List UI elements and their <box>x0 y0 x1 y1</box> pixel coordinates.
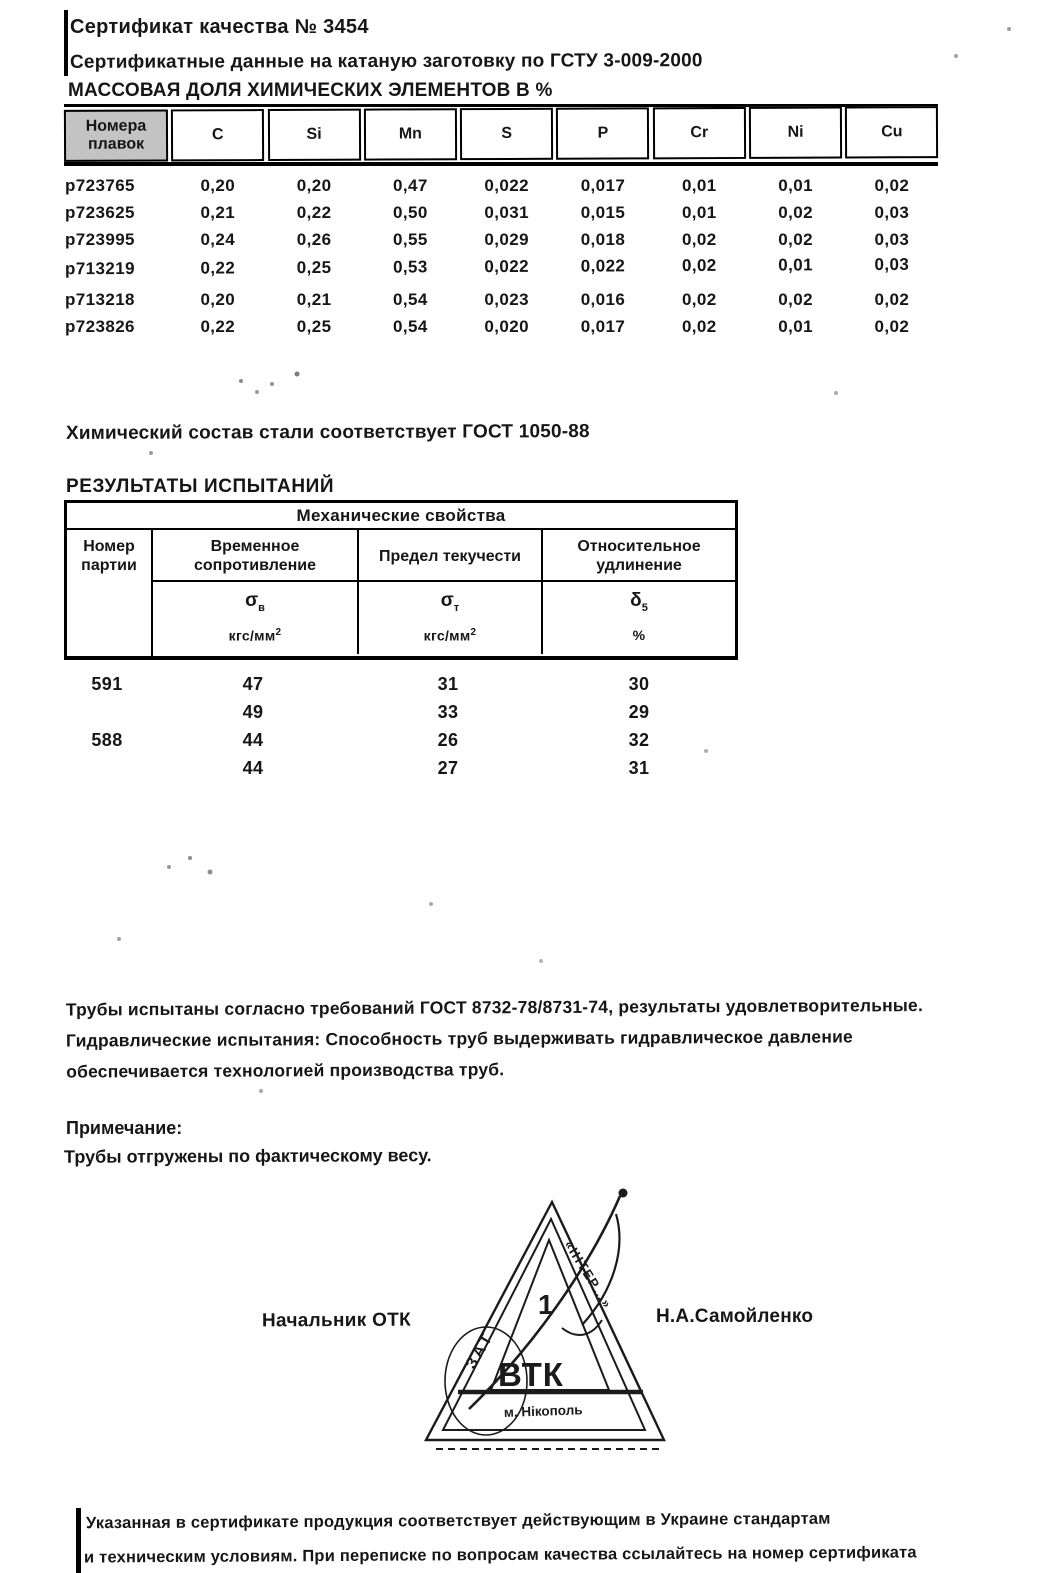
element-header-cu: Cu <box>845 106 938 158</box>
table-row <box>64 286 938 313</box>
chem-value: 0,22 <box>200 257 236 278</box>
chem-value: 0,25 <box>296 257 332 277</box>
batch-number: 588 <box>91 730 123 750</box>
qc-stamp <box>412 1178 680 1462</box>
chem-value: 0,022 <box>484 175 529 195</box>
test-results-paragraph <box>66 989 1036 1087</box>
scan-edge-bar-top <box>64 10 68 76</box>
chem-value: 0,02 <box>778 229 813 249</box>
chem-value: 0,01 <box>778 175 813 195</box>
stamp-org-name: «ІНТЕР…» <box>561 1237 616 1312</box>
chem-value: 0,20 <box>296 175 332 195</box>
chem-value: 0,03 <box>874 229 910 249</box>
chem-value: 0,25 <box>296 316 332 336</box>
chem-value: 0,50 <box>393 202 428 222</box>
table-row <box>64 702 738 730</box>
note-heading: Примечание: <box>66 1118 183 1138</box>
element-header-ni: Ni <box>749 107 842 159</box>
sigma-v-symbol-cell <box>153 580 359 654</box>
chem-value: 0,015 <box>580 202 626 222</box>
delta-value: 32 <box>628 730 650 750</box>
certificate-subtitle: Сертификатные данные на катаную заготовку по ГСТУ 3-009-2000 <box>69 50 703 73</box>
table-row <box>64 674 738 702</box>
signature-name: Н.А.Самойленко <box>656 1306 814 1327</box>
chem-value: 0,02 <box>874 175 910 195</box>
footer-line: и техническим условиям. При переписке по вопросам качества ссылайтесь на номер сертификата <box>83 1543 917 1567</box>
element-header-si: Si <box>267 109 360 161</box>
table-row <box>64 251 938 283</box>
delta-unit: % <box>632 626 646 643</box>
heat-number: р723995 <box>65 229 135 249</box>
element-header-cr: Cr <box>653 107 746 159</box>
table-header-rule <box>64 162 938 166</box>
results-heading: РЕЗУЛЬТАТЫ ИСПЫТАНИЙ <box>66 476 335 497</box>
delta-symbol-cell <box>543 580 735 654</box>
chem-value: 0,01 <box>778 316 813 336</box>
tests-line: обеспечивается технологией производства труб. <box>66 1059 505 1082</box>
chem-value: 0,55 <box>393 229 428 249</box>
chem-value: 0,022 <box>484 256 529 276</box>
chem-value: 0,54 <box>393 316 428 336</box>
chem-value: 0,017 <box>580 175 626 195</box>
stamp-city: м. Нікополь <box>503 1402 583 1420</box>
chem-value: 0,20 <box>200 289 236 309</box>
delta-value: 29 <box>628 702 650 722</box>
chem-value: 0,03 <box>874 254 910 274</box>
table-row <box>64 730 738 758</box>
chem-value: 0,020 <box>484 316 529 336</box>
tensile-strength-header: Временное сопротивление <box>153 530 359 582</box>
chem-value: 0,22 <box>296 202 332 222</box>
chem-value: 0,029 <box>484 229 529 249</box>
heat-number: р713219 <box>64 258 135 278</box>
chem-value: 0,01 <box>681 175 717 195</box>
sigma-v-unit: кгс/$мм^2$ <box>228 626 282 644</box>
element-header-s: S <box>460 108 553 160</box>
chem-value: 0,016 <box>580 289 626 309</box>
chem-value: 0,02 <box>681 316 717 336</box>
pen-stroke-end-dot <box>619 1189 628 1198</box>
mechanical-properties-table <box>64 500 738 660</box>
chem-value: 0,54 <box>393 289 428 309</box>
element-header-p: P <box>556 107 649 159</box>
sigma-t-symbol-cell <box>359 580 543 654</box>
sigma-t-symbol: $\sigma_т$ <box>440 590 460 614</box>
stamp-dept-label: ВТК <box>498 1356 564 1393</box>
table-row <box>64 226 938 253</box>
certificate-title: Сертификат качества № 3454 <box>70 16 369 38</box>
chem-value: 0,023 <box>484 289 529 309</box>
batch-number-header: Номер партии <box>67 530 153 582</box>
delta-value: 30 <box>628 674 650 694</box>
chem-value: 0,20 <box>200 175 236 195</box>
sigma-v-value: 44 <box>242 730 264 750</box>
heat-number: р713218 <box>65 289 135 309</box>
sigma-v-value: 47 <box>242 674 264 694</box>
sigma-t-value: 26 <box>437 730 459 750</box>
batch-number <box>64 702 150 730</box>
mech-test-values <box>64 674 738 786</box>
heat-numbers-header: Номера плавок <box>64 109 168 161</box>
tests-line: Гидравлические испытания: Способность труб выдерживать гидравлическое давление <box>65 1026 854 1051</box>
sigma-t-unit: кгс/$мм^2$ <box>423 626 477 644</box>
chem-value: 0,02 <box>681 229 717 249</box>
chem-table-header-row <box>64 106 938 162</box>
chem-value: 0,21 <box>296 289 332 309</box>
chemical-composition-table <box>64 104 938 340</box>
footer-line: Указанная в сертификате продукция соответствует действующим в Украине стандартам <box>85 1509 831 1533</box>
chem-value: 0,02 <box>874 316 910 336</box>
chem-value: 0,02 <box>681 255 717 275</box>
chem-value: 0,01 <box>681 202 717 222</box>
table-row <box>64 758 738 786</box>
table-row <box>64 199 938 226</box>
chem-value: 0,02 <box>874 289 910 309</box>
yield-strength-header: Предел текучести <box>359 530 543 582</box>
empty-cell <box>67 582 153 656</box>
sigma-t-value: 27 <box>437 758 459 778</box>
chem-value: 0,03 <box>874 202 910 222</box>
mech-group-header: Механические свойства <box>67 503 735 530</box>
scan-noise <box>0 0 2 2</box>
signature-title: Начальник ОТК <box>261 1309 412 1332</box>
heat-number: р723765 <box>65 175 135 195</box>
chem-value: 0,017 <box>580 316 626 336</box>
sigma-v-symbol: $\sigma_в$ <box>245 590 265 614</box>
chem-value: 0,26 <box>296 229 332 249</box>
stamp-number: 1 <box>538 1289 554 1320</box>
chem-value: 0,53 <box>392 256 428 277</box>
delta-symbol: $\delta_5$ <box>630 590 648 614</box>
chem-value: 0,02 <box>778 202 813 222</box>
sigma-t-value: 31 <box>437 674 459 694</box>
mech-symbols-row <box>67 582 735 656</box>
chem-value: 0,018 <box>580 229 626 249</box>
scan-edge-bar-bottom <box>76 1508 81 1573</box>
sigma-v-value: 44 <box>242 758 264 778</box>
batch-number: 591 <box>91 674 123 694</box>
chem-value: 0,24 <box>200 229 236 249</box>
tests-line: Трубы испытаны согласно требований ГОСТ 8732-78/8731-74, результаты удовлетворительные. <box>65 995 924 1020</box>
note-text: Трубы отгружены по фактическому весу. <box>63 1145 432 1167</box>
chem-value: 0,47 <box>393 175 428 195</box>
conformity-note: Химический состав стали соответствует ГОСТ 1050-88 <box>65 421 590 444</box>
sigma-t-value: 33 <box>437 702 459 722</box>
heat-number: р723826 <box>65 316 135 336</box>
chem-value: 0,02 <box>681 289 717 309</box>
chem-value: 0,022 <box>580 255 626 276</box>
stamp-org-form: ЗАТ <box>462 1329 498 1372</box>
table-row <box>64 172 938 199</box>
chem-value: 0,22 <box>200 316 236 336</box>
element-header-mn: Mn <box>364 108 457 160</box>
elongation-header: Относительное удлинение <box>577 538 701 574</box>
chem-value: 0,02 <box>778 289 813 309</box>
batch-number <box>64 758 150 786</box>
element-header-c: C <box>171 109 264 161</box>
mech-header-row <box>67 530 735 582</box>
chem-value: 0,21 <box>200 202 236 222</box>
sigma-v-value: 49 <box>242 702 264 722</box>
chem-value: 0,01 <box>778 254 813 275</box>
heat-number: р723625 <box>65 202 135 222</box>
chem-value: 0,031 <box>484 202 529 222</box>
table-row <box>64 313 938 340</box>
chem-table-caption: МАССОВАЯ ДОЛЯ ХИМИЧЕСКИХ ЭЛЕМЕНТОВ В % <box>68 80 553 101</box>
delta-value: 31 <box>628 758 650 778</box>
